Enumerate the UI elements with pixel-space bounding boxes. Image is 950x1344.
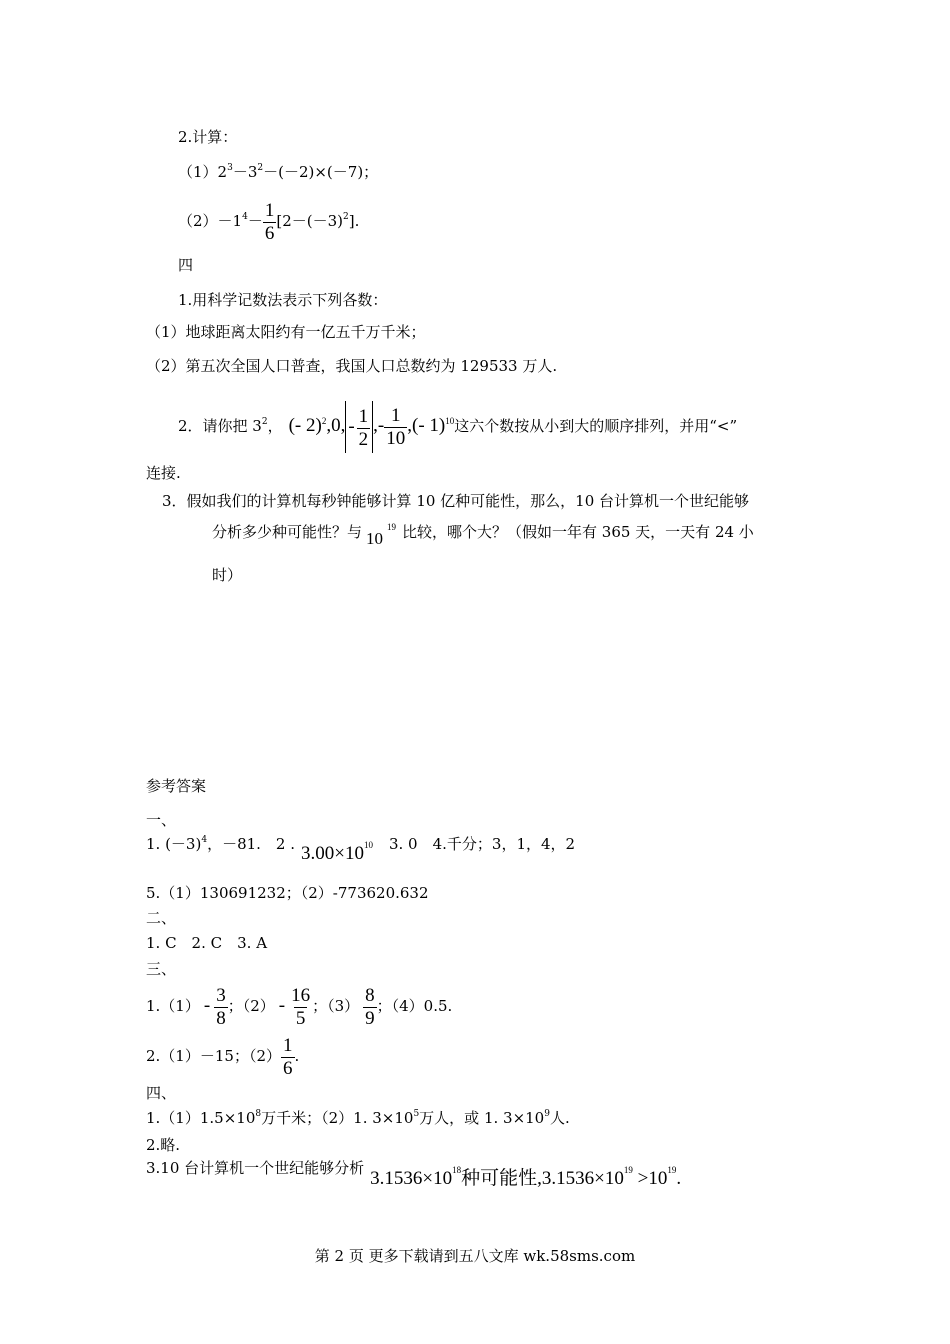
answers-h2: 二、 bbox=[146, 909, 177, 927]
answers-4-3: 3.10 台计算机一个世纪能够分析 $3.1536\times 10^{18}$种可能性$,3.1536\times 10^{19} >10^{19}$. bbox=[146, 1159, 682, 1189]
answers-3-1: 1.（1） - $\frac{3}{8}$ ；（2） - $\frac{16}{5}$ ；（3） $\frac{8}{9}$ ；（4）0.5. bbox=[146, 984, 453, 1029]
s4-q2: 2．请你把 $3^2$， (- 2)$^2$,0, - $\frac{1}{2}$ ,- $\frac{1}{10}$ ,(- 1)$^{10}$这六个数按从小到大的顺序排列，并用“<” bbox=[178, 400, 737, 452]
s4-q3-line1: 3．假如我们的计算机每秒钟能够计算 10 亿种可能性，那么，10 台计算机一个世纪能够 bbox=[162, 492, 750, 510]
s4-q1-part2: （2）第五次全国人口普查，我国人口总数约为 129533 万人. bbox=[146, 357, 558, 375]
answers-4-2: 2.略. bbox=[146, 1136, 181, 1154]
q2-part1: $(1)2^3-3^2-(-2)\times(-7)$； bbox=[178, 163, 379, 181]
answers-title: 参考答案 bbox=[146, 777, 207, 795]
answers-5: 5.（1）130691232；（2）-773620.632 bbox=[146, 884, 429, 902]
absolute-value-half: - $\frac{1}{2}$ bbox=[345, 401, 373, 453]
answers-4-1: $1.(1)1.5\times 10^8$万千米；（2）1. $3\times 10^5$万人，或 1. $3\times 10^9$人. bbox=[146, 1109, 570, 1127]
q2-part2: $(2)-1^4-$ $\frac{1}{6}$ $[2-(-3)^2]$. bbox=[178, 199, 360, 244]
s4-q1-title: 1.用科学记数法表示下列各数： bbox=[178, 291, 388, 309]
q2-title: 2.计算： bbox=[178, 128, 238, 146]
answers-h1: 一、 bbox=[146, 811, 177, 829]
s4-q1-part1: （1）地球距离太阳约有一亿五千万千米； bbox=[146, 323, 426, 341]
answers-h4: 四、 bbox=[146, 1084, 177, 1102]
section4-heading: 四 bbox=[178, 256, 194, 274]
s4-q3-line2: 分析多少种可能性？与 $10^{19}$ 比较，哪个大？（假如一年有 365 天，一天有 24 小 bbox=[212, 522, 754, 548]
s4-q3-line3: 时） bbox=[212, 566, 243, 584]
page-footer: 第 2 页 更多下载请到五八文库 wk.58sms.com bbox=[314, 1247, 636, 1265]
answers-section2: 1. C 2. C 3. A bbox=[146, 934, 268, 952]
fraction-one-tenth: $\frac{1}{10}$ bbox=[386, 404, 406, 449]
s4-q2-cont: 连接. bbox=[146, 464, 181, 482]
answers-1-4: 1. $(-3)^4$，－81. 2 . $3.00\times 10^{10}$ 3. 0 4.千分；3，1，4，2 bbox=[146, 835, 576, 864]
answers-3-2: 2.（1）－15；（2） $\frac{1}{6}$ . bbox=[146, 1034, 300, 1079]
fraction-one-sixth: $\frac{1}{6}$ bbox=[264, 199, 275, 244]
answers-h3: 三、 bbox=[146, 960, 177, 978]
